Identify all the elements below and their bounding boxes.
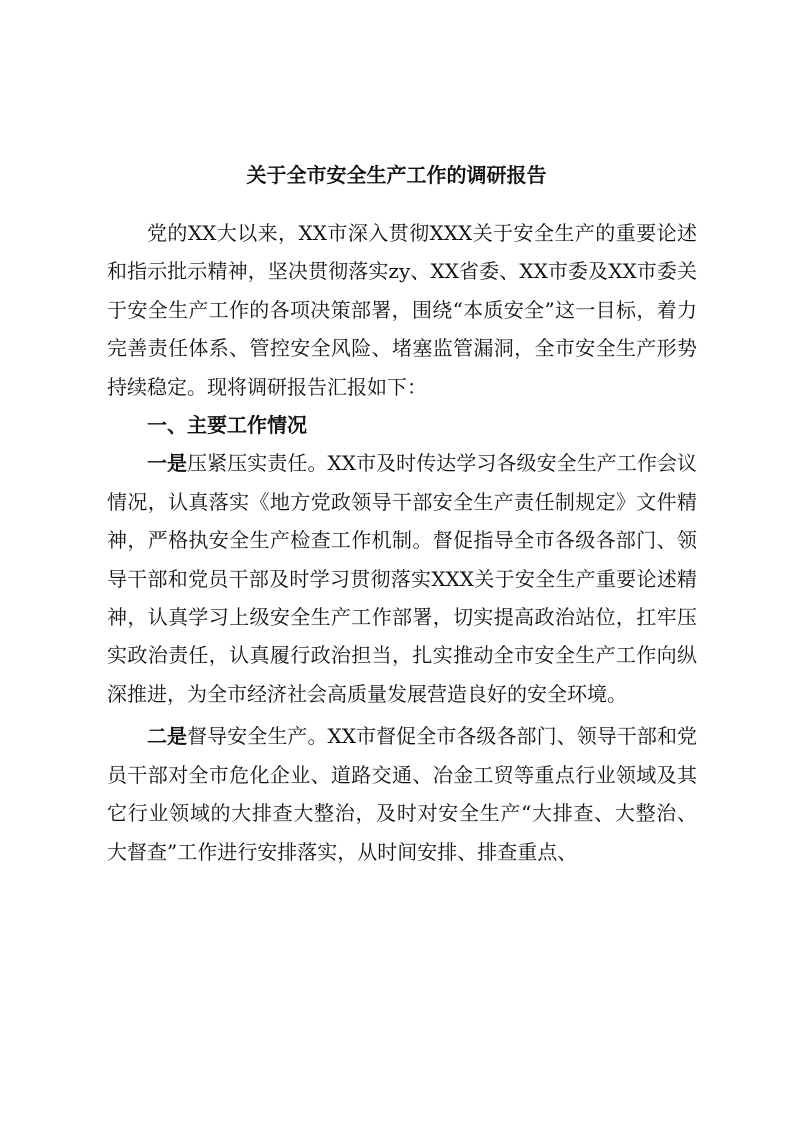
item-lead-2: 二是	[147, 724, 188, 749]
intro-paragraph: 党的XX大以来，XX市深入贯彻XXX关于安全生产的重要论述和指示批示精神，坚决贯彻落实zy、XX省委、XX市委及XX市委关于安全生产工作的各项决策部署，围绕“本质安全”这一目标，着力完善责任体系、管控安全风险、堵塞监管漏洞，全市安全生产形势持续稳定。现将调研报告汇报如下：	[107, 221, 697, 399]
item-paragraph-1	[107, 444, 697, 713]
item-paragraph-2	[107, 717, 697, 871]
section-heading: 一、主要工作情况	[147, 413, 307, 438]
item-text-1: 压紧压实责任。XX市及时传达学习各级安全生产工作会议情况，认真落实《地方党政领导干部安全生产责任制规定》文件精神，严格执安全生产检查工作机制。督促指导全市各级各部门、领导干部和党员干部及时学习贯彻落实XXX关于安全生产重要论述精神，认真学习上级安全生产工作部署，切实提高政治站位，扛牢压实政治责任，认真履行政治担当，扎实推动全市安全生产工作向纵深推进，为全市经济社会高质量发展营造良好的安全环境。	[107, 451, 698, 706]
item-lead-1: 一是	[147, 451, 188, 476]
item-text-2: 督导安全生产。XX市督促全市各级各部门、领导干部和党员干部对全市危化企业、道路交通、冶金工贸等重点行业领域及其它行业领域的大排查大整治，及时对安全生产“大排查、大整治、大督查”工作进行安排落实，从时间安排、排查重点、	[107, 724, 698, 864]
document-body	[107, 214, 697, 871]
document-title: 关于全市安全生产工作的调研报告	[246, 163, 547, 187]
